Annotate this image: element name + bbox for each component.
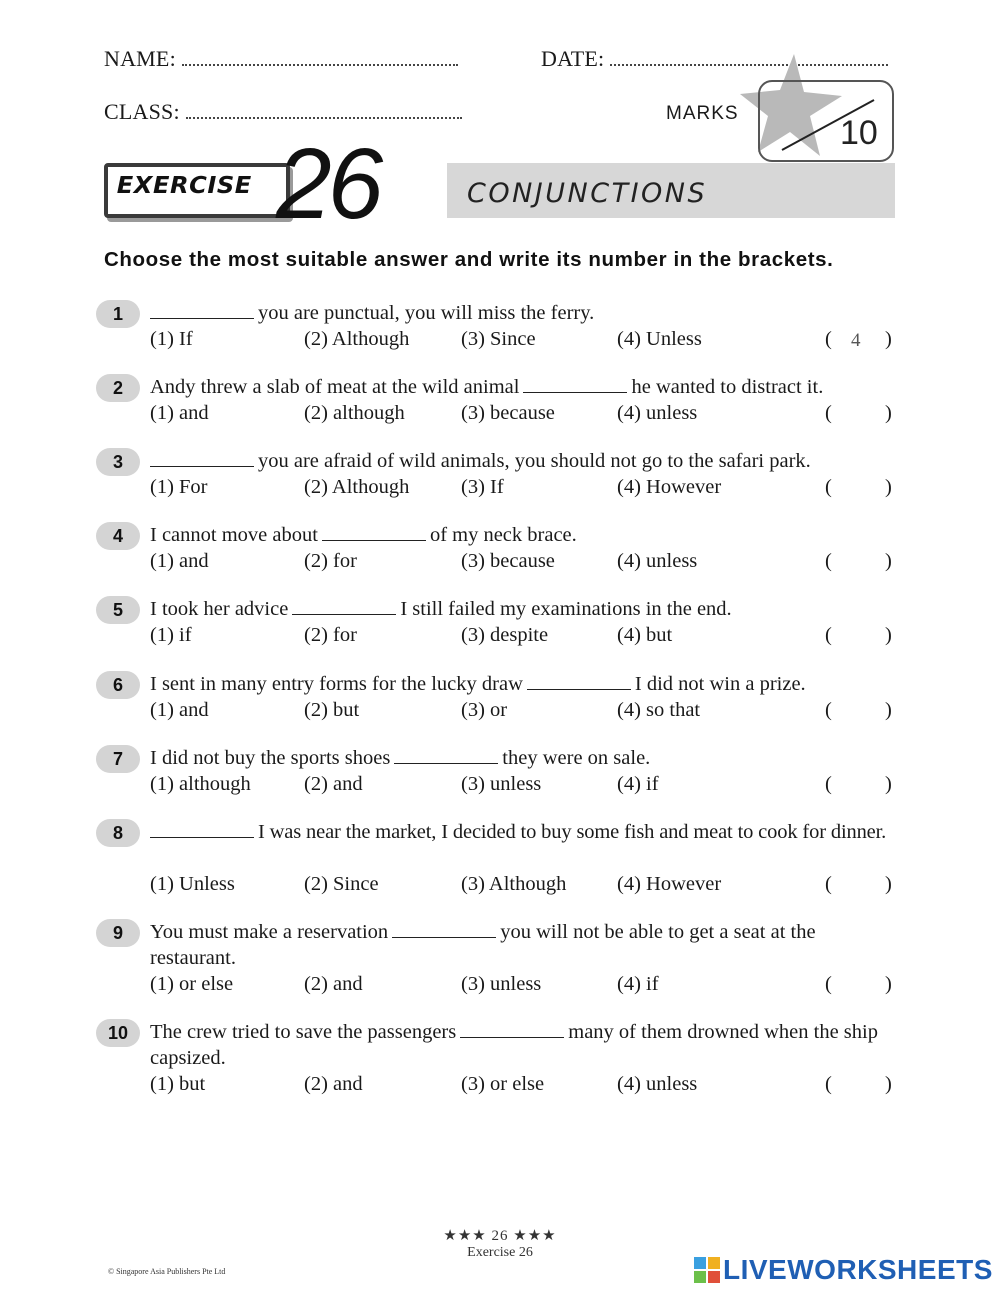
question-text-before: Andy threw a slab of meat at the wild animal [150, 376, 520, 398]
answer-blank [460, 1020, 564, 1038]
class-field [104, 99, 462, 125]
option-2: (2) although [304, 402, 405, 424]
question-text [150, 522, 898, 548]
date-label: DATE: [541, 46, 605, 71]
question-text [150, 300, 898, 326]
question-number: 5 [96, 596, 140, 624]
class-input-line[interactable] [186, 105, 462, 119]
option-4: (4) but [617, 624, 673, 646]
answer-blank [322, 523, 426, 541]
question-text-before: I took her advice [150, 598, 289, 620]
option-2: (2) but [304, 699, 360, 721]
question-number: 2 [96, 374, 140, 402]
question-text-after: I was near the market, I decided to buy some fish and meat to cook for dinner. [258, 821, 887, 843]
answer-input[interactable]: 4 [851, 330, 861, 351]
liveworksheets-text: LIVEWORKSHEETS [723, 1254, 993, 1285]
exercise-word: EXERCISE [116, 173, 252, 199]
option-1: (1) Unless [150, 873, 235, 895]
question-text [150, 448, 898, 474]
question-text [150, 819, 898, 845]
question-number: 3 [96, 448, 140, 476]
answer-blank [527, 672, 631, 690]
question-text-after: many of them drowned when the ship capsized. [150, 1021, 878, 1069]
option-4: (4) However [617, 476, 722, 498]
option-4: (4) if [617, 973, 659, 995]
question-number: 9 [96, 919, 140, 947]
answer-blank [150, 301, 254, 319]
question-text-after: you are afraid of wild animals, you should not go to the safari park. [258, 450, 811, 472]
instruction-text: Choose the most suitable answer and write its number in the brackets. [104, 248, 834, 271]
name-input-line[interactable] [182, 52, 458, 66]
question-text-after: he wanted to distract it. [631, 376, 824, 398]
option-1: (1) but [150, 1073, 206, 1095]
question-text-before: I cannot move about [150, 524, 318, 546]
option-3: (3) If [461, 476, 504, 498]
question-text-after: of my neck brace. [429, 524, 577, 546]
option-4: (4) unless [617, 402, 698, 424]
question-text [150, 596, 898, 622]
option-4: (4) However [617, 873, 722, 895]
option-3: (3) or [461, 699, 508, 721]
option-2: (2) Although [304, 328, 410, 350]
question-text-after: they were on sale. [502, 747, 651, 769]
question-text [150, 374, 898, 400]
option-2: (2) Although [304, 476, 410, 498]
option-3: (3) unless [461, 773, 542, 795]
question-text [150, 919, 898, 971]
page-number: ★★★ 26 ★★★ [443, 1228, 557, 1244]
option-2: (2) for [304, 624, 357, 646]
question-text [150, 745, 898, 771]
option-3: (3) because [461, 402, 555, 424]
option-2: (2) Since [304, 873, 379, 895]
question-text [150, 1019, 898, 1071]
exercise-number: 26 [276, 128, 380, 240]
question-number: 8 [96, 819, 140, 847]
copyright-text: © Singapore Asia Publishers Pte Ltd [108, 1267, 226, 1276]
option-1: (1) although [150, 773, 251, 795]
option-1: (1) and [150, 550, 209, 572]
option-1: (1) if [150, 624, 192, 646]
name-label: NAME: [104, 46, 176, 71]
question-number: 7 [96, 745, 140, 773]
option-1: (1) or else [150, 973, 234, 995]
option-4: (4) so that [617, 699, 701, 721]
option-2: (2) for [304, 550, 357, 572]
option-1: (1) If [150, 328, 193, 350]
question-text-after: I did not win a prize. [634, 673, 806, 695]
question-text-before: I sent in many entry forms for the lucky draw [150, 673, 523, 695]
liveworksheets-logo-icon [693, 1256, 721, 1284]
option-1: (1) and [150, 699, 209, 721]
footer-exercise: Exercise 26 [467, 1245, 533, 1260]
option-2: (2) and [304, 1073, 363, 1095]
question-text [150, 671, 898, 697]
marks-label: MARKS [666, 103, 739, 124]
question-number: 4 [96, 522, 140, 550]
answer-blank [392, 920, 496, 938]
question-number: 10 [96, 1019, 140, 1047]
question-number: 6 [96, 671, 140, 699]
option-4: (4) unless [617, 1073, 698, 1095]
question-number: 1 [96, 300, 140, 328]
question-text-after: you are punctual, you will miss the ferry. [258, 302, 595, 324]
answer-blank [292, 597, 396, 615]
answer-blank [150, 449, 254, 467]
class-label: CLASS: [104, 99, 180, 124]
option-1: (1) and [150, 402, 209, 424]
question-text-before: I did not buy the sports shoes [150, 747, 391, 769]
answer-blank [150, 820, 254, 838]
question-text-after: you will not be able to get a seat at the restaurant. [150, 921, 816, 969]
option-4: (4) if [617, 773, 659, 795]
option-4: (4) unless [617, 550, 698, 572]
option-3: (3) despite [461, 624, 549, 646]
answer-blank [523, 375, 627, 393]
answer-blank [394, 746, 498, 764]
name-field [104, 46, 458, 72]
topic-title: CONJUNCTIONS [467, 178, 708, 209]
option-1: (1) For [150, 476, 208, 498]
option-3: (3) Since [461, 328, 536, 350]
marks-total: 10 [840, 114, 878, 152]
option-4: (4) Unless [617, 328, 702, 350]
option-3: (3) unless [461, 973, 542, 995]
option-2: (2) and [304, 973, 363, 995]
option-3: (3) Although [461, 873, 567, 895]
option-2: (2) and [304, 773, 363, 795]
question-text-before: The crew tried to save the passengers [150, 1021, 457, 1043]
question-text-before: You must make a reservation [150, 921, 389, 943]
liveworksheets-brand[interactable] [693, 1254, 993, 1286]
option-3: (3) because [461, 550, 555, 572]
question-text-after: I still failed my examinations in the end. [400, 598, 732, 620]
option-3: (3) or else [461, 1073, 545, 1095]
